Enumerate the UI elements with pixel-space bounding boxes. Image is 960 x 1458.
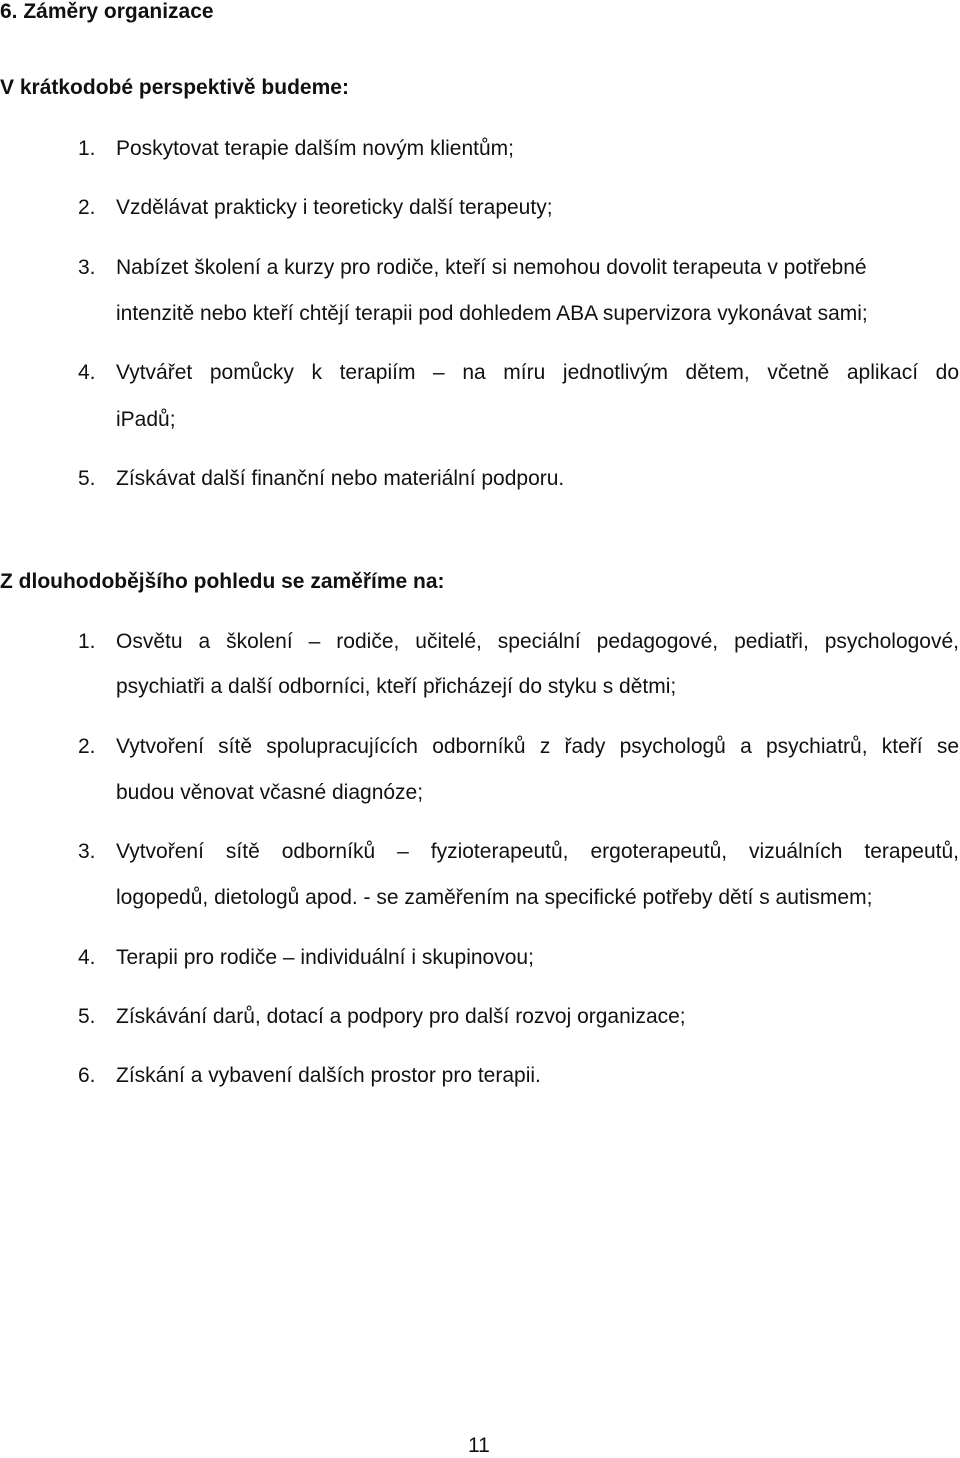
item-number: 1. xyxy=(78,137,96,160)
item-text: logopedů, dietologů apod. - se zaměřením na specifické potřeby dětí s autismem; xyxy=(116,886,873,909)
item-number: 4. xyxy=(78,946,96,969)
item-text: Získávat další finanční nebo materiální podporu. xyxy=(116,467,565,490)
item-text: Terapii pro rodiče – individuální i skupinovou; xyxy=(116,946,534,969)
item-text: intenzitě nebo kteří chtějí terapii pod dohledem ABA supervizora vykonávat sami; xyxy=(116,302,868,325)
item-number: 1. xyxy=(78,630,96,653)
item-text: Vytvářet pomůcky k terapiím – na míru jednotlivým dětem, včetně aplikací do xyxy=(116,361,959,384)
short-term-heading: V krátkodobé perspektivě budeme: xyxy=(0,76,349,99)
item-text: Poskytovat terapie dalším novým klientům; xyxy=(116,137,514,160)
item-number: 3. xyxy=(78,256,96,279)
item-text: Vytvoření sítě odborníků – fyzioterapeutů, ergoterapeutů, vizuálních terapeutů, xyxy=(116,840,959,863)
item-number: 2. xyxy=(78,196,96,219)
item-number: 5. xyxy=(78,1005,96,1028)
item-text: Vzdělávat prakticky i teoreticky další terapeuty; xyxy=(116,196,553,219)
item-text: budou věnovat včasné diagnóze; xyxy=(116,781,424,804)
item-text: Získání a vybavení dalších prostor pro terapii. xyxy=(116,1064,541,1087)
item-number: 6. xyxy=(78,1064,96,1087)
item-text: Osvětu a školení – rodiče, učitelé, speciální pedagogové, pediatři, psychologové, xyxy=(116,630,959,653)
item-text: iPadů; xyxy=(116,408,176,431)
item-number: 3. xyxy=(78,840,96,863)
item-number: 5. xyxy=(78,467,96,490)
item-number: 2. xyxy=(78,735,96,758)
item-text: Získávání darů, dotací a podpory pro další rozvoj organizace; xyxy=(116,1005,686,1028)
long-term-heading: Z dlouhodobějšího pohledu se zaměříme na: xyxy=(0,570,445,593)
item-text: Vytvoření sítě spolupracujících odborníků z řady psychologů a psychiatrů, kteří se xyxy=(116,735,959,758)
page-number: 11 xyxy=(468,1434,490,1457)
item-text: Nabízet školení a kurzy pro rodiče, kteří si nemohou dovolit terapeuta v potřebné xyxy=(116,256,867,279)
item-text: psychiatři a další odborníci, kteří přicházejí do styku s dětmi; xyxy=(116,675,677,698)
section-title: 6. Záměry organizace xyxy=(0,0,214,23)
item-number: 4. xyxy=(78,361,96,384)
